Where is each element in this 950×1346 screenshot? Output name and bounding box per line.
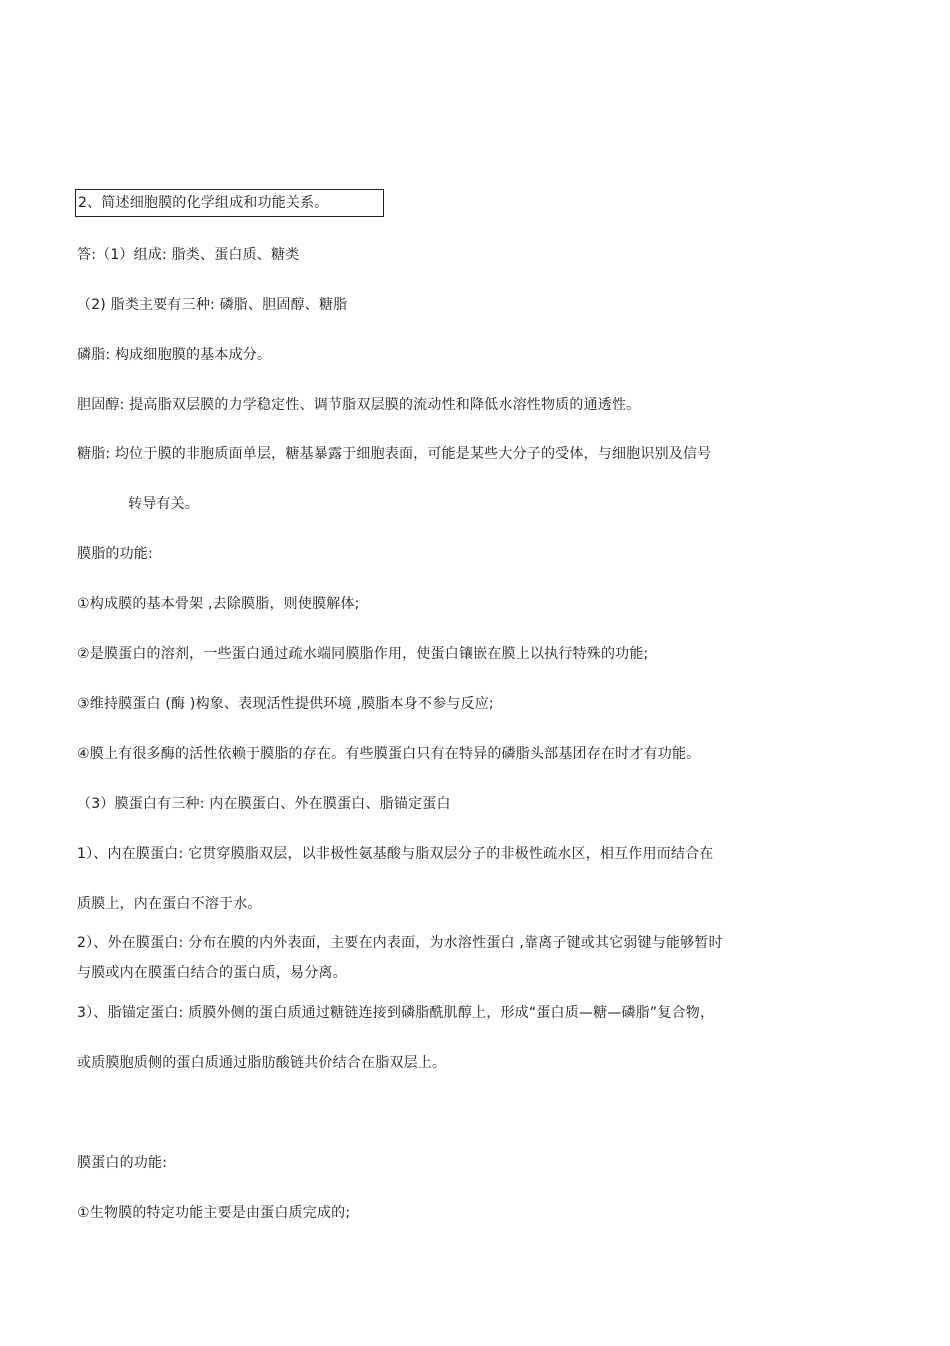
protein-types: （3）膜蛋白有三种: 内在膜蛋白、外在膜蛋白、脂锚定蛋白: [77, 796, 451, 812]
phospholipid-line: 磷脂: 构成细胞膜的基本成分。: [77, 347, 272, 363]
cholesterol-line: 胆固醇: 提高脂双层膜的力学稳定性、调节脂双层膜的流动性和降低水溶性物质的通透性。: [77, 397, 641, 413]
anchored-protein-line: 3）、脂锚定蛋白: 质膜外侧的蛋白质通过糖链连接到磷脂酰肌醇上，形成“蛋白质—糖—磷脂”复合物，: [77, 1005, 715, 1021]
lipid-function-heading: 膜脂的功能:: [77, 546, 153, 562]
question-heading: 2、简述细胞膜的化学组成和功能关系。: [75, 189, 384, 217]
lipid-function-1: ①构成膜的基本骨架 ,去除膜脂，则使膜解体;: [77, 596, 360, 612]
answer-composition: 答:（1）组成: 脂类、蛋白质、糖类: [77, 247, 300, 263]
glycolipid-continuation: 转导有关。: [128, 496, 199, 512]
glycolipid-line: 糖脂: 均位于膜的非胞质面单层，糖基暴露于细胞表面，可能是某些大分子的受体，与细胞识别及信号: [77, 446, 712, 462]
anchored-protein-continuation: 或质膜胞质侧的蛋白质通过脂肪酸链共价结合在脂双层上。: [77, 1055, 447, 1071]
peripheral-protein-line: 2）、外在膜蛋白: 分布在膜的内外表面，主要在内表面，为水溶性蛋白 ,靠离子键或其它弱键与能够暂时: [77, 935, 723, 951]
lipid-function-3: ③维持膜蛋白 (酶 )构象、表现活性提供环境 ,膜脂本身不参与反应;: [77, 696, 494, 712]
lipid-function-4: ④膜上有很多酶的活性依赖于膜脂的存在。有些膜蛋白只有在特异的磷脂头部基团存在时才有功能。: [77, 746, 701, 762]
integral-protein-line: 1）、内在膜蛋白: 它贯穿膜脂双层，以非极性氨基酸与脂双层分子的非极性疏水区，相互作用而结合在: [77, 846, 714, 862]
protein-function-1: ①生物膜的特定功能主要是由蛋白质完成的;: [77, 1205, 351, 1221]
integral-protein-continuation: 质膜上，内在蛋白不溶于水。: [77, 896, 262, 912]
peripheral-protein-continuation: 与膜或内在膜蛋白结合的蛋白质，易分离。: [77, 965, 347, 981]
lipid-function-2: ②是膜蛋白的溶剂，一些蛋白通过疏水端同膜脂作用，使蛋白镶嵌在膜上以执行特殊的功能;: [77, 646, 649, 662]
lipid-types: （2) 脂类主要有三种: 磷脂、胆固醇、糖脂: [77, 297, 348, 313]
protein-function-heading: 膜蛋白的功能:: [77, 1155, 168, 1171]
